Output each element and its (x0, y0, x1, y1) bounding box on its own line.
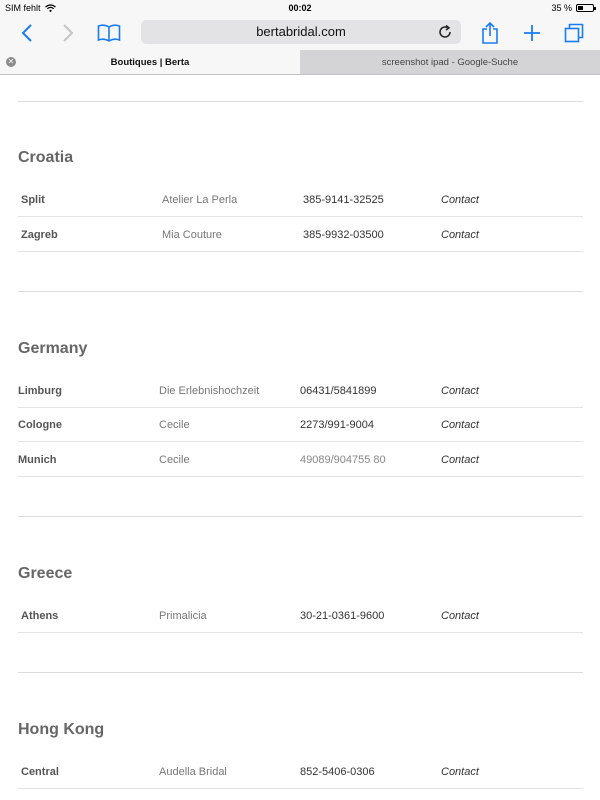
divider (18, 672, 583, 673)
boutique-name: Audella Bridal (159, 766, 227, 778)
url-text: bertabridal.com (256, 24, 346, 39)
table-row (18, 443, 583, 477)
row-separator (18, 476, 583, 477)
new-tab-button[interactable] (520, 20, 544, 46)
city-name: Central (21, 766, 59, 778)
row-separator (18, 251, 583, 252)
reload-icon[interactable] (437, 24, 453, 40)
phone-number: 49089/904755 80 (300, 454, 386, 466)
tab-google-search[interactable] (300, 50, 600, 74)
phone-number: 2273/991-9004 (300, 419, 375, 431)
phone-number: 385-9141-32525 (303, 194, 384, 206)
contact-link[interactable]: Contact (441, 610, 479, 622)
boutique-name: Die Erlebnishochzeit (159, 385, 260, 397)
country-heading-greece: Greece (18, 565, 73, 582)
row-separator (18, 216, 583, 217)
phone-number: 385-9932-03500 (303, 229, 384, 241)
city-name: Cologne (18, 419, 62, 431)
book-icon (97, 24, 121, 42)
contact-link[interactable]: Contact (441, 385, 479, 397)
back-button[interactable] (16, 20, 38, 46)
table-row (18, 408, 583, 442)
table-row (18, 374, 583, 408)
address-bar[interactable] (141, 20, 461, 44)
tabs-icon (564, 23, 584, 43)
contact-link[interactable]: Contact (441, 229, 479, 241)
chevron-left-icon (21, 24, 33, 42)
table-row (18, 599, 583, 633)
boutique-name: Primalicia (159, 610, 207, 622)
row-separator (18, 632, 583, 633)
boutique-name: Mia Couture (162, 229, 222, 241)
city-name: Limburg (18, 385, 62, 397)
contact-link[interactable]: Contact (441, 454, 479, 466)
table-row (18, 755, 583, 789)
country-heading-germany: Germany (18, 340, 88, 357)
plus-icon (523, 24, 541, 42)
boutique-name: Cecile (159, 419, 190, 431)
contact-link[interactable]: Contact (441, 766, 479, 778)
country-heading-hong-kong: Hong Kong (18, 721, 105, 738)
tab-label: screenshot ipad - Google-Suche (381, 56, 519, 68)
battery-percent: 35 % (551, 3, 572, 13)
status-bar (0, 0, 600, 16)
share-icon (481, 22, 499, 44)
city-name: Split (21, 194, 45, 206)
close-icon[interactable]: ✕ (7, 57, 15, 66)
divider (18, 291, 583, 292)
carrier-label: SIM fehlt (5, 3, 41, 13)
tab-label: Boutiques | Berta (110, 56, 190, 68)
battery-icon (576, 4, 594, 12)
chevron-right-icon (62, 24, 74, 42)
contact-link[interactable]: Contact (441, 419, 479, 431)
row-separator (18, 788, 583, 789)
status-right (551, 3, 594, 13)
boutique-name: Cecile (159, 454, 190, 466)
tab-bar (0, 50, 600, 75)
boutique-name: Atelier La Perla (162, 194, 238, 206)
city-name: Munich (18, 454, 57, 466)
city-name: Athens (21, 610, 59, 622)
forward-button[interactable] (57, 20, 79, 46)
battery-fill (578, 6, 583, 10)
tab-boutiques[interactable] (0, 50, 300, 74)
country-heading-croatia: Croatia (18, 149, 74, 166)
phone-number: 06431/5841899 (300, 385, 377, 397)
contact-link[interactable]: Contact (441, 194, 479, 206)
divider (18, 516, 583, 517)
table-row (18, 183, 583, 217)
bookmarks-button[interactable] (96, 20, 122, 46)
share-button[interactable] (478, 20, 502, 46)
table-row (18, 218, 583, 252)
browser-toolbar (0, 16, 600, 50)
tabs-overview-button[interactable] (562, 20, 586, 46)
divider (18, 101, 583, 102)
phone-number: 30-21-0361-9600 (300, 610, 385, 622)
row-separator (18, 441, 583, 442)
phone-number: 852-5406-0306 (300, 766, 375, 778)
status-time: 00:02 (288, 3, 312, 13)
city-name: Zagreb (21, 229, 58, 241)
